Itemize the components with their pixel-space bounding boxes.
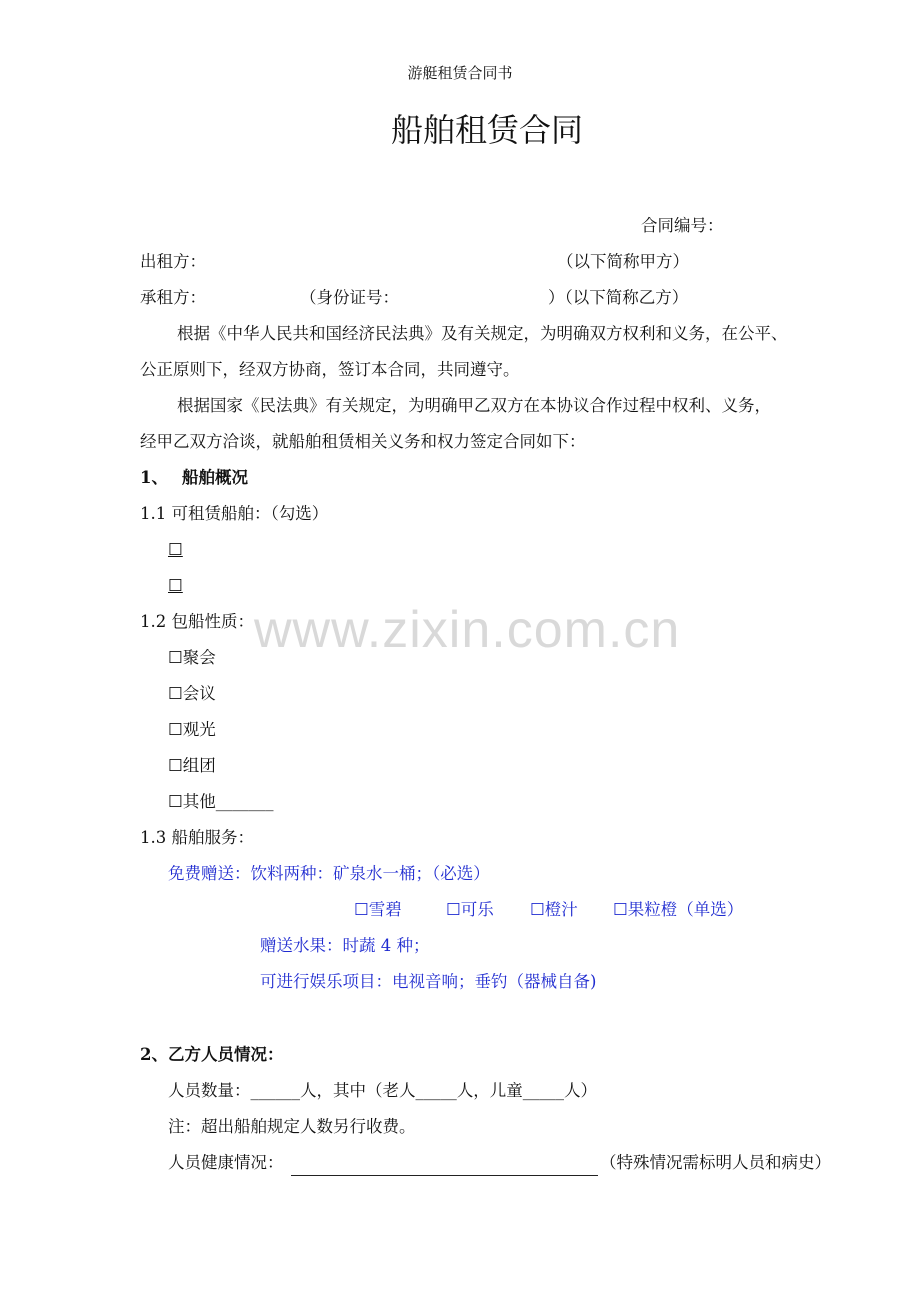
lessee-suffix: ）（以下简称乙方） bbox=[548, 288, 689, 307]
headcount-line: 人员数量：______人，其中（老人_____人，儿童_____人） bbox=[168, 1081, 597, 1100]
lessor-suffix: （以下简称甲方） bbox=[557, 252, 689, 271]
charter-option-sightseeing[interactable]: ☐观光 bbox=[168, 720, 216, 739]
drink-option-cola[interactable]: ☐可乐 bbox=[446, 900, 494, 919]
running-header: 游艇租赁合同书 bbox=[407, 64, 513, 82]
s11-label: 1.1 可租赁船舶：（勾选） bbox=[140, 504, 329, 523]
vessel-checkbox-2[interactable]: ☐ bbox=[168, 576, 183, 595]
fruit-gift-line: 赠送水果：时蔬 4 种； bbox=[260, 936, 430, 955]
intro-p2-line1: 根据国家《民法典》有关规定，为明确甲乙双方在本协议合作过程中权利、义务， bbox=[177, 396, 771, 415]
lessee-label: 承租方： bbox=[140, 288, 206, 307]
overcapacity-note: 注：超出船舶规定人数另行收费。 bbox=[168, 1117, 416, 1136]
drink-option-pulpy-orange[interactable]: ☐果粒橙（单选） bbox=[613, 900, 744, 919]
drink-option-orange-juice[interactable]: ☐橙汁 bbox=[530, 900, 578, 919]
intro-p1-line2: 公正原则下，经双方协商，签订本合同，共同遵守。 bbox=[140, 360, 520, 379]
charter-option-group[interactable]: ☐组团 bbox=[168, 756, 216, 775]
watermark: www.zixin.com.cn bbox=[254, 601, 681, 659]
s13-label: 1.3 船舶服务： bbox=[140, 828, 254, 847]
intro-p1-line1: 根据《中华人民共和国经济民法典》及有关规定，为明确双方权利和义务，在公平、 bbox=[177, 324, 788, 343]
health-label: 人员健康情况： bbox=[168, 1153, 284, 1172]
section1-number: 1、 bbox=[140, 468, 168, 487]
document-title: 船舶租赁合同 bbox=[390, 111, 583, 149]
charter-option-meeting[interactable]: ☐会议 bbox=[168, 684, 216, 703]
lessor-label: 出租方： bbox=[140, 252, 206, 271]
free-gift-line: 免费赠送：饮料两种：矿泉水一桶；（必选） bbox=[168, 864, 490, 883]
vessel-checkbox-1[interactable]: ☐ bbox=[168, 540, 183, 559]
contract-number-label: 合同编号： bbox=[641, 216, 724, 235]
intro-p2-line2: 经甲乙双方洽谈，就船舶租赁相关义务和权力签定合同如下： bbox=[140, 432, 586, 451]
lessee-id-label: （身份证号： bbox=[300, 288, 399, 307]
entertainment-line: 可进行娱乐项目：电视音响；垂钓（器械自备) bbox=[260, 972, 597, 991]
health-input-line[interactable] bbox=[291, 1158, 598, 1176]
section1-heading: 船舶概况 bbox=[182, 468, 248, 487]
drink-option-sprite[interactable]: ☐雪碧 bbox=[354, 900, 402, 919]
section2-heading: 2、乙方人员情况： bbox=[140, 1045, 284, 1064]
charter-option-other[interactable]: ☐其他_______ bbox=[168, 792, 274, 811]
health-suffix: （特殊情况需标明人员和病史） bbox=[600, 1153, 831, 1172]
charter-option-party[interactable]: ☐聚会 bbox=[168, 648, 216, 667]
s12-label: 1.2 包船性质： bbox=[140, 612, 254, 631]
